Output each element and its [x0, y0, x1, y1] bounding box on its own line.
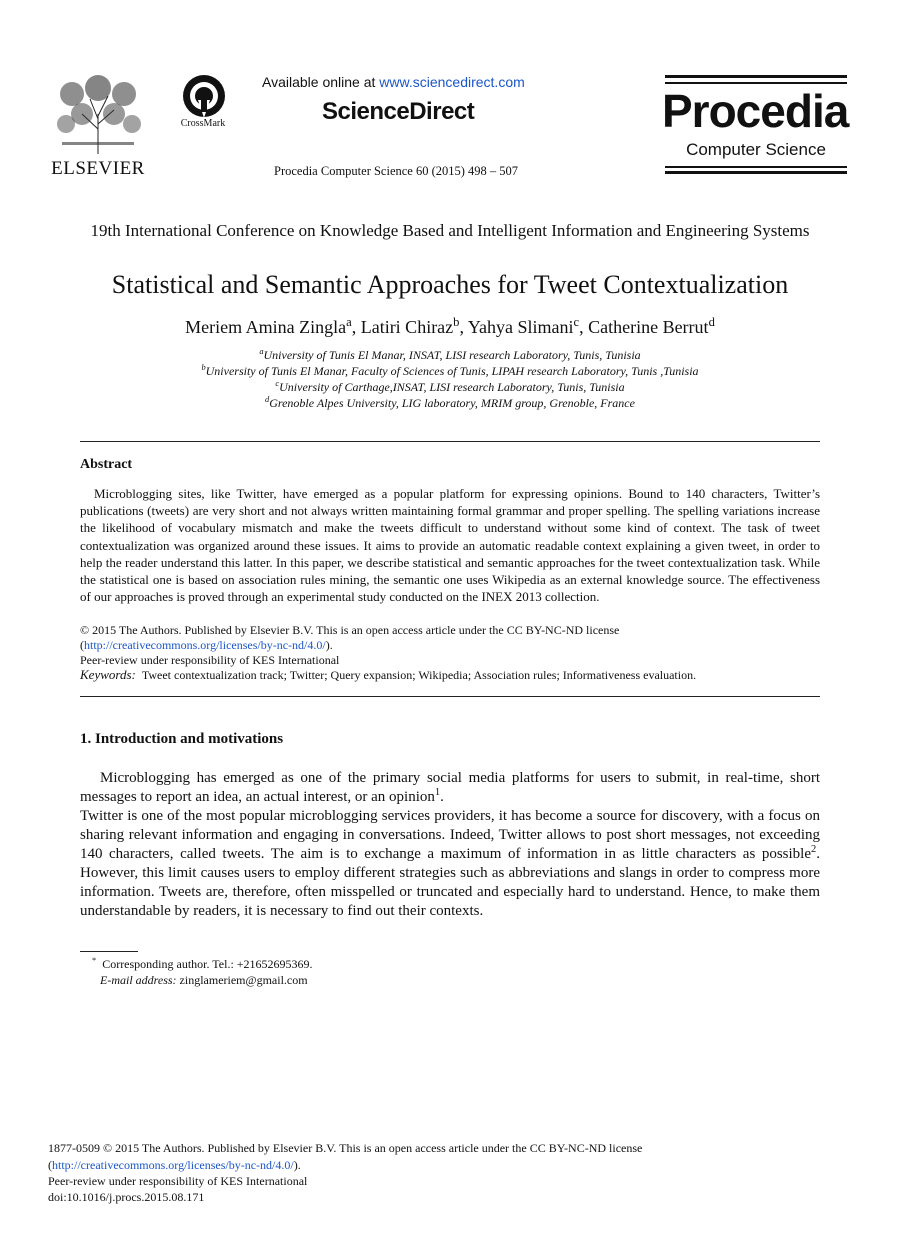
author-mark: b — [453, 315, 460, 329]
paragraph-text: Twitter is one of the most popular microblogging services providers, it has become a source for discovery, with a focus on sharing relevant information and engaging in conversations. Indeed, Twitter allows to post short messages, not exceeding 140 characters, called tweets. The aim is to exchange a maximum of information in as little characters as possible — [80, 808, 820, 862]
corresponding-text: Corresponding author. Tel.: +21652695369. — [102, 957, 313, 971]
author-separator: , — [579, 317, 589, 337]
procedia-title: Procedia — [662, 85, 849, 137]
peer-review-line: Peer-review under responsibility of KES International — [80, 653, 340, 667]
keywords-label: Keywords: — [80, 667, 136, 682]
footnote-divider — [80, 951, 138, 952]
license-line: © 2015 The Authors. Published by Elsevier B.V. This is an open access article under the CC BY-NC-ND license — [80, 623, 620, 637]
divider — [80, 696, 820, 697]
paragraph-text: . However, this limit causes users to employ different strategies such as abbreviations and slangs in order to compress more information. Tweets are, therefore, often misspelled or truncated and especially hard to understand. Hence, to make them understandable by readers, it is necessary to find out their contexts. — [80, 846, 820, 919]
paragraph-end: . — [440, 789, 444, 805]
journal-reference: Procedia Computer Science 60 (2015) 498 – 507 — [274, 164, 519, 178]
affiliation-text: University of Tunis El Manar, INSAT, LISI research Laboratory, Tunis, Tunisia — [263, 348, 641, 362]
footnote-ref[interactable]: 2 — [811, 844, 817, 855]
section-heading: 1. Introduction and motivations — [80, 731, 284, 747]
email-label: E-mail address: — [100, 973, 177, 987]
affiliation-mark: b — [201, 363, 206, 372]
affiliation-mark: c — [275, 379, 280, 388]
license-link[interactable]: http://creativecommons.org/licenses/by-nc-nd/4.0/ — [84, 638, 326, 652]
footer-peer-review: Peer-review under responsibility of KES International — [48, 1174, 308, 1188]
abstract-body: Microblogging sites, like Twitter, have emerged as a popular platform for expressing opinions. Bound to 140 characters, Twitter’s publications (tweets) are very short and not always written maintaining formal grammar and proper spelling. The spelling variations increase the likelihood of vocabulary mismatch and make the tweets difficult to understand without some kind of context. The task of tweet contextualization was organized around these issues. It aims to provide an automatic readable context explaining a given tweet, in order to help the reader understand this latter. In this paper, we describe statistical and semantic approaches for the tweet contextualization task. While the statistical one is based on association rules mining, the semantic one uses Wikipedia as an external knowledge source. The effectiveness of our approaches is proved through an experimental study conducted on the INEX 2013 collection. — [80, 486, 820, 605]
author-name: Meriem Amina Zingla — [185, 317, 347, 337]
affiliation — [60, 348, 840, 363]
author-separator: , — [459, 317, 468, 337]
paren-close: ). — [293, 1158, 301, 1172]
procedia-rule — [665, 75, 847, 78]
footer-license-link[interactable]: http://creativecommons.org/licenses/by-nc-nd/4.0/ — [52, 1158, 294, 1172]
paragraph-text: Microblogging has emerged as one of the primary social media platforms for users to submit, in real-time, short messages to report an idea, an actual interest, or an opinion — [80, 770, 820, 805]
license-url-line — [80, 638, 820, 653]
keywords-text: Tweet contextualization track; Twitter; Query expansion; Wikipedia; Association rules; Informativeness evaluation. — [141, 668, 697, 682]
author-name: Catherine Berrut — [588, 317, 709, 337]
author-mark: a — [346, 315, 352, 329]
procedia-rule — [665, 166, 847, 168]
intro-paragraph — [80, 807, 820, 921]
author-name: Latiri Chiraz — [360, 317, 454, 337]
paper-title: Statistical and Semantic Approaches for Tweet Contextualization — [111, 270, 789, 299]
author-separator: , — [351, 317, 361, 337]
procedia-rule — [665, 171, 847, 174]
affiliation — [60, 380, 840, 395]
affiliation-text: Grenoble Alpes University, LIG laboratory, MRIM group, Grenoble, France — [269, 396, 635, 410]
divider — [80, 441, 820, 442]
crossmark-label: CrossMark — [180, 118, 226, 129]
author-name: Yahya Slimani — [467, 317, 574, 337]
email-address[interactable]: zinglameriem@gmail.com — [179, 973, 308, 987]
intro-paragraph — [80, 769, 820, 807]
corresponding-author-note — [92, 957, 313, 972]
conference-name: 19th International Conference on Knowledge Based and Intelligent Information and Engineering Systems — [90, 221, 810, 240]
author-mark: d — [708, 315, 715, 329]
paren-open: ( — [48, 1158, 52, 1172]
email-note — [100, 973, 308, 988]
available-online-line — [262, 74, 525, 90]
footer-doi[interactable]: doi:10.1016/j.procs.2015.08.171 — [48, 1190, 205, 1204]
elsevier-wordmark: ELSEVIER — [51, 158, 145, 179]
affiliation — [60, 364, 840, 379]
footnote-ref[interactable]: 1 — [434, 787, 441, 798]
affiliation — [60, 396, 840, 411]
abstract-heading: Abstract — [80, 457, 133, 472]
affiliation-text: University of Carthage,INSAT, LISI research Laboratory, Tunis, Tunisia — [279, 380, 625, 394]
footer-license-url — [48, 1158, 301, 1173]
paren-close: ). — [325, 638, 333, 652]
author-list — [60, 317, 840, 338]
available-prefix: Available online at — [262, 74, 380, 90]
sciencedirect-link[interactable]: www.sciencedirect.com — [379, 74, 525, 90]
sciencedirect-brand: ScienceDirect — [322, 98, 475, 125]
affiliation-mark: d — [265, 395, 270, 404]
keywords-line — [80, 667, 820, 683]
footer-license: 1877-0509 © 2015 The Authors. Published by Elsevier B.V. This is an open access article under the CC BY-NC-ND license — [48, 1141, 643, 1155]
footnote-star: * — [92, 956, 97, 965]
paren-open: ( — [80, 638, 84, 652]
author-mark: c — [573, 315, 580, 329]
affiliation-text: University of Tunis El Manar, Faculty of Sciences of Tunis, LIPAH research Laboratory, Tunis ,Tunisia — [205, 364, 699, 378]
elsevier-tree-logo — [52, 74, 144, 154]
affiliation-mark: a — [259, 347, 264, 356]
procedia-subtitle: Computer Science — [686, 140, 826, 159]
